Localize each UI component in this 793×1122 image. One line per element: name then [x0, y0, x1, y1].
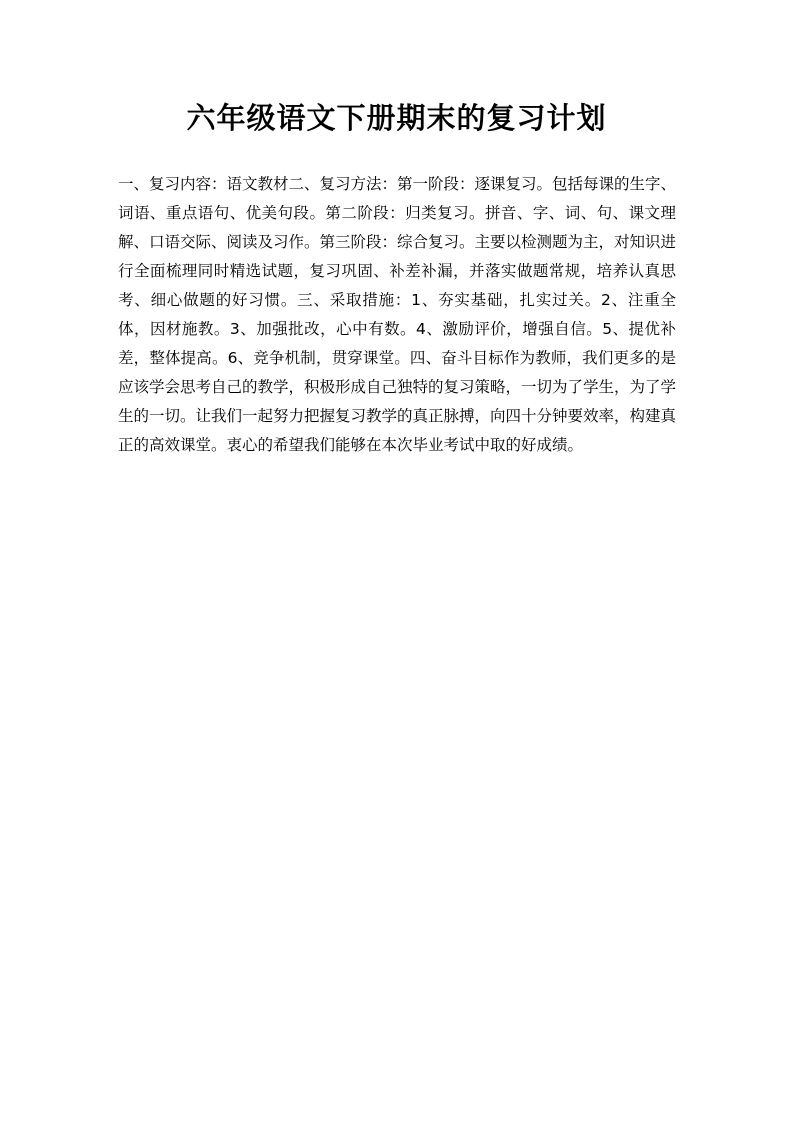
document-title: 六年级语文下册期末的复习计划 [186, 101, 607, 135]
document-body: 一、复习内容：语文教材二、复习方法：第一阶段：逐课复习。包括每课的生字、词语、重点语句、优美句段。第二阶段：归类复习。拼音、字、词、句、课文理解、口语交际、阅读及习作。第三阶段：综合复习。主要以检测题为主，对知识进行全面梳理同时精选试题，复习巩固、补差补漏，并落实做题常规，培养认真思考、细心做题的好习惯。三、采取措施：1、夯实基础，扎实过关。2、注重全体，因材施教。3、加强批改，心中有数。4、激励评价，增强自信。5、提优补差，整体提高。6、竞争机制，贯穿课堂。四、奋斗目标作为教师，我们更多的是应该学会思考自己的教学，积极形成自己独特的复习策略，一切为了学生，为了学生的一切。让我们一起努力把握复习教学的真正脉搏，向四十分钟要效率，构建真正的高效课堂。衷心的希望我们能够在本次毕业考试中取的好成绩。 [118, 175, 677, 454]
